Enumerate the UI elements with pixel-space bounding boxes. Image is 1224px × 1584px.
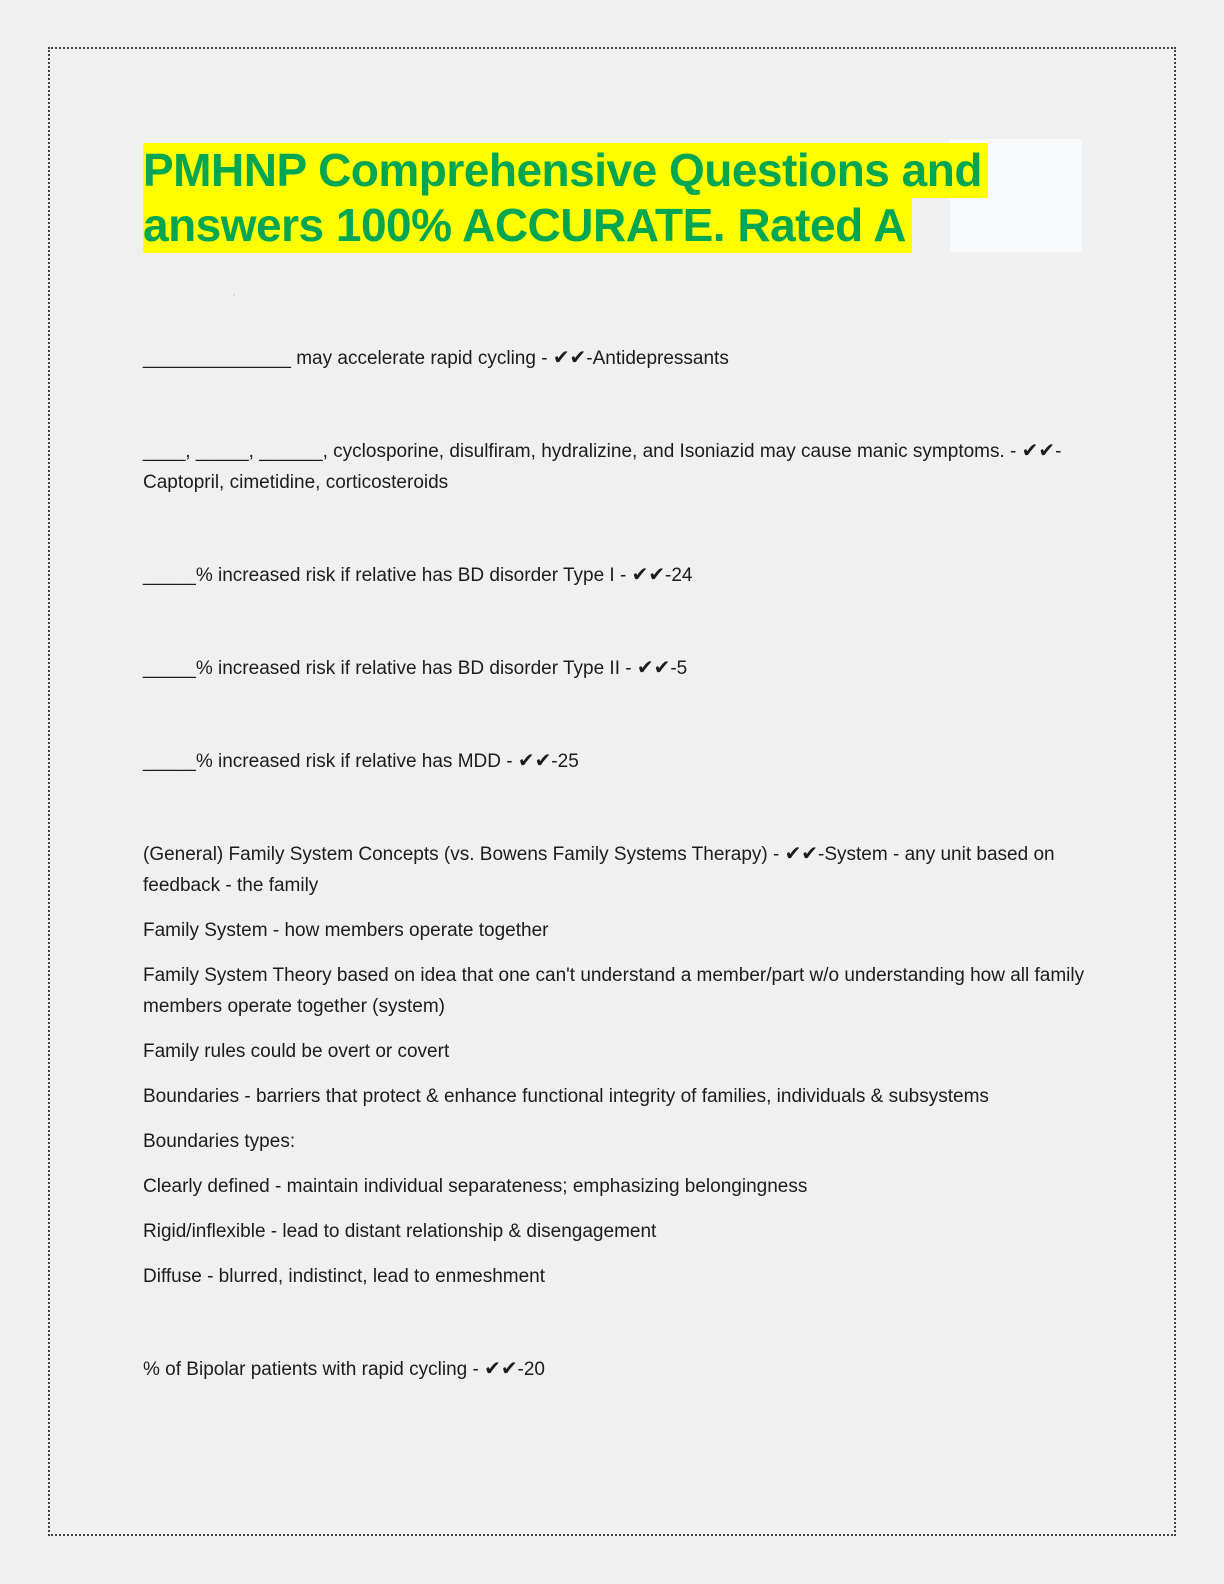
paragraph [143, 838, 1093, 901]
paragraph [143, 1216, 1093, 1247]
paragraph-text: -System - any unit based on feedback - the family [143, 844, 1055, 896]
double-checkmark-icon: ✔✔ [552, 345, 587, 369]
paragraph [143, 435, 1093, 498]
paragraph-text: Rigid/inflexible - lead to distant relationship & disengagement [143, 1221, 657, 1242]
double-checkmark-icon: ✔✔ [484, 1356, 518, 1380]
paragraph-text: Clearly defined - maintain individual separateness; emphasizing belongingness [143, 1176, 808, 1197]
double-checkmark-icon: ✔✔ [784, 841, 819, 865]
title-row-1 [143, 143, 1093, 198]
document-title [143, 143, 1093, 253]
paragraph-text: ______________ may accelerate rapid cycling - [143, 348, 553, 369]
paragraph [143, 1261, 1093, 1292]
double-checkmark-icon: ✔✔ [517, 748, 552, 772]
paragraph-text: -20 [517, 1359, 545, 1380]
title-line-2: answers 100% ACCURATE. Rated A [143, 198, 912, 253]
paragraph-text: Family rules could be overt or covert [143, 1041, 450, 1062]
title-line-1: PMHNP Comprehensive Questions and [143, 143, 988, 198]
title-row-2 [143, 198, 1093, 253]
paragraph [143, 342, 1093, 374]
paragraph [143, 559, 1093, 591]
paragraph-text: -5 [670, 658, 688, 679]
paragraph-text: -Captopril, cimetidine, corticosteroids [143, 441, 1062, 493]
paragraph [143, 652, 1093, 684]
paragraph [143, 1353, 1093, 1385]
stray-mark: ' [233, 293, 235, 304]
double-checkmark-icon: ✔✔ [1021, 438, 1056, 462]
paragraph-text: Family System - how members operate together [143, 920, 549, 941]
paragraph [143, 1126, 1093, 1157]
paragraph [143, 1081, 1093, 1112]
double-checkmark-icon: ✔✔ [636, 655, 671, 679]
paragraph-text: (General) Family System Concepts (vs. Bowens Family Systems Therapy) - [143, 844, 785, 865]
paragraph-text: _____% increased risk if relative has BD disorder Type I - [143, 565, 632, 586]
paragraph [143, 1036, 1093, 1067]
paragraph-text: Boundaries types: [143, 1131, 296, 1152]
page-content [143, 143, 1093, 1385]
paragraph-text: ____, _____, ______, cyclosporine, disulfiram, hydralizine, and Isoniazid may cause manic symptoms. - [143, 441, 1022, 462]
paragraph [143, 960, 1093, 1022]
paragraphs [143, 342, 1093, 1385]
paragraph-text: % of Bipolar patients with rapid cycling - [143, 1359, 485, 1380]
paragraph-text: -Antidepressants [586, 348, 729, 369]
paragraph-text: _____% increased risk if relative has BD disorder Type II - [143, 658, 637, 679]
double-checkmark-icon: ✔✔ [631, 562, 666, 586]
paragraph-text: -25 [551, 751, 579, 772]
paragraph [143, 1171, 1093, 1202]
paragraph-text: Family System Theory based on idea that one can't understand a member/part w/o understanding how all family members operate together (system) [143, 965, 1085, 1017]
paragraph-text: -24 [665, 565, 693, 586]
paragraph [143, 915, 1093, 946]
paragraph [143, 745, 1093, 777]
paragraph-text: Diffuse - blurred, indistinct, lead to enmeshment [143, 1266, 546, 1287]
paragraph-text: Boundaries - barriers that protect & enhance functional integrity of families, individuals & subsystems [143, 1086, 989, 1107]
paragraph-text: _____% increased risk if relative has MDD - [143, 751, 518, 772]
